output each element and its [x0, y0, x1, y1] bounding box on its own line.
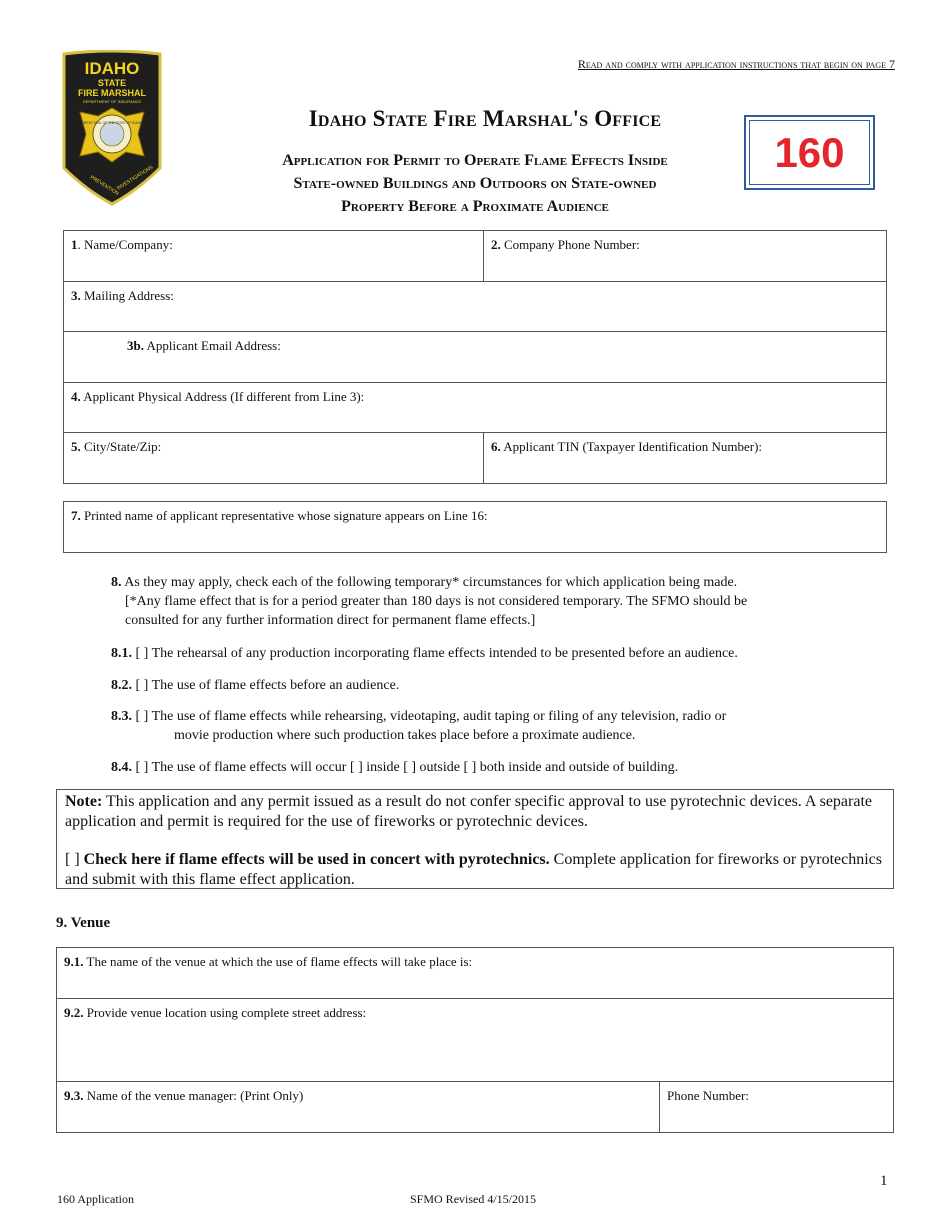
office-title: Idaho State Fire Marshal's Office	[308, 106, 662, 131]
note-label: Note:	[65, 793, 103, 810]
field-representative-name[interactable]: 7. Printed name of applicant representative whose signature appears on Line 16:	[64, 502, 887, 553]
badge-ribbon-left: PREVENTION	[88, 174, 120, 197]
section-8-intro: 8. As they may apply, check each of the following temporary* circumstances for which application being made. [*Any flame effect that is for a period greater than 180 days is not considered temporary. The SFMO should be consulted for any further information direct for permanent flame effects.]	[111, 575, 748, 628]
form-number: 160	[749, 120, 870, 185]
option-8-2[interactable]: 8.2. [ ] The use of flame effects before an audience.	[111, 678, 400, 693]
option-8-4[interactable]: 8.4. [ ] The use of flame effects will occur [ ] inside [ ] outside [ ] both inside and outside of building.	[111, 760, 679, 775]
venue-heading: 9. Venue	[56, 915, 111, 931]
note-text: This application and any permit issued as a result do not confer specific approval to use pyrotechnic devices. A separate application and permit is required for the use of fireworks or pyrotechnic devices.	[65, 793, 872, 830]
field-applicant-tin[interactable]: 6. Applicant TIN (Taxpayer Identification Number):	[484, 433, 887, 484]
applicant-info-table	[63, 230, 887, 484]
subtitle-line-2: State-owned Buildings and Outdoors on State-owned	[293, 175, 657, 192]
field-physical-address[interactable]: 4. Applicant Physical Address (If different from Line 3):	[64, 383, 887, 433]
venue-table	[56, 947, 894, 1133]
field-city-state-zip[interactable]: 5. City/State/Zip:	[64, 433, 484, 484]
badge-ribbon-right: INVESTIGATIONS	[115, 164, 155, 192]
badge-title: IDAHO	[84, 59, 140, 78]
seal-text: GREAT SEAL OF THE STATE OF IDAHO	[81, 121, 143, 125]
subtitle-line-1: Application for Permit to Operate Flame Effects Inside	[282, 152, 668, 169]
field-venue-name[interactable]: 9.1. The name of the venue at which the use of flame effects will take place is:	[57, 948, 894, 999]
field-company-phone[interactable]: 2. Company Phone Number:	[484, 231, 887, 282]
subtitle-line-3: Property Before a Proximate Audience	[341, 198, 609, 215]
field-venue-manager[interactable]: 9.3. Name of the venue manager: (Print Only)	[57, 1082, 660, 1133]
badge-state: STATE	[97, 78, 127, 88]
field-venue-phone[interactable]: Phone Number:	[660, 1082, 894, 1133]
field-venue-address[interactable]: 9.2. Provide venue location using complete street address:	[57, 999, 894, 1082]
option-8-3[interactable]: 8.3. [ ] The use of flame effects while rehearsing, videotaping, audit taping or filing of any television, radio or movie production where such production takes place before a proximate audience.	[111, 709, 727, 743]
pyrotechnics-checkbox-line[interactable]: [ ] Check here if flame effects will be used in concert with pyrotechnics. Complete application for fireworks or pyrotechnics and submit with this flame effect application.	[65, 851, 882, 888]
form-subtitle	[205, 149, 745, 218]
representative-table	[63, 501, 887, 553]
instruction-note: Read and comply with application instructions that begin on page 7	[577, 57, 895, 71]
badge-fire-marshal: FIRE MARSHAL	[78, 88, 146, 98]
badge-department: DEPARTMENT OF INSURANCE	[82, 99, 142, 104]
field-email-address[interactable]: 3b. Applicant Email Address:	[64, 332, 887, 383]
fire-marshal-badge-logo	[58, 50, 166, 206]
footer-revision: SFMO Revised 4/15/2015	[410, 1192, 537, 1206]
option-8-1[interactable]: 8.1. [ ] The rehearsal of any production incorporating flame effects intended to be presented before an audience.	[111, 646, 738, 661]
field-name-company[interactable]: 1. Name/Company:	[64, 231, 484, 282]
page-number: 1	[880, 1173, 888, 1189]
pyrotechnics-note-box	[56, 789, 894, 889]
footer-form-name: 160 Application	[57, 1192, 134, 1206]
field-mailing-address[interactable]: 3. Mailing Address:	[64, 282, 887, 332]
form-number-box	[744, 115, 875, 190]
